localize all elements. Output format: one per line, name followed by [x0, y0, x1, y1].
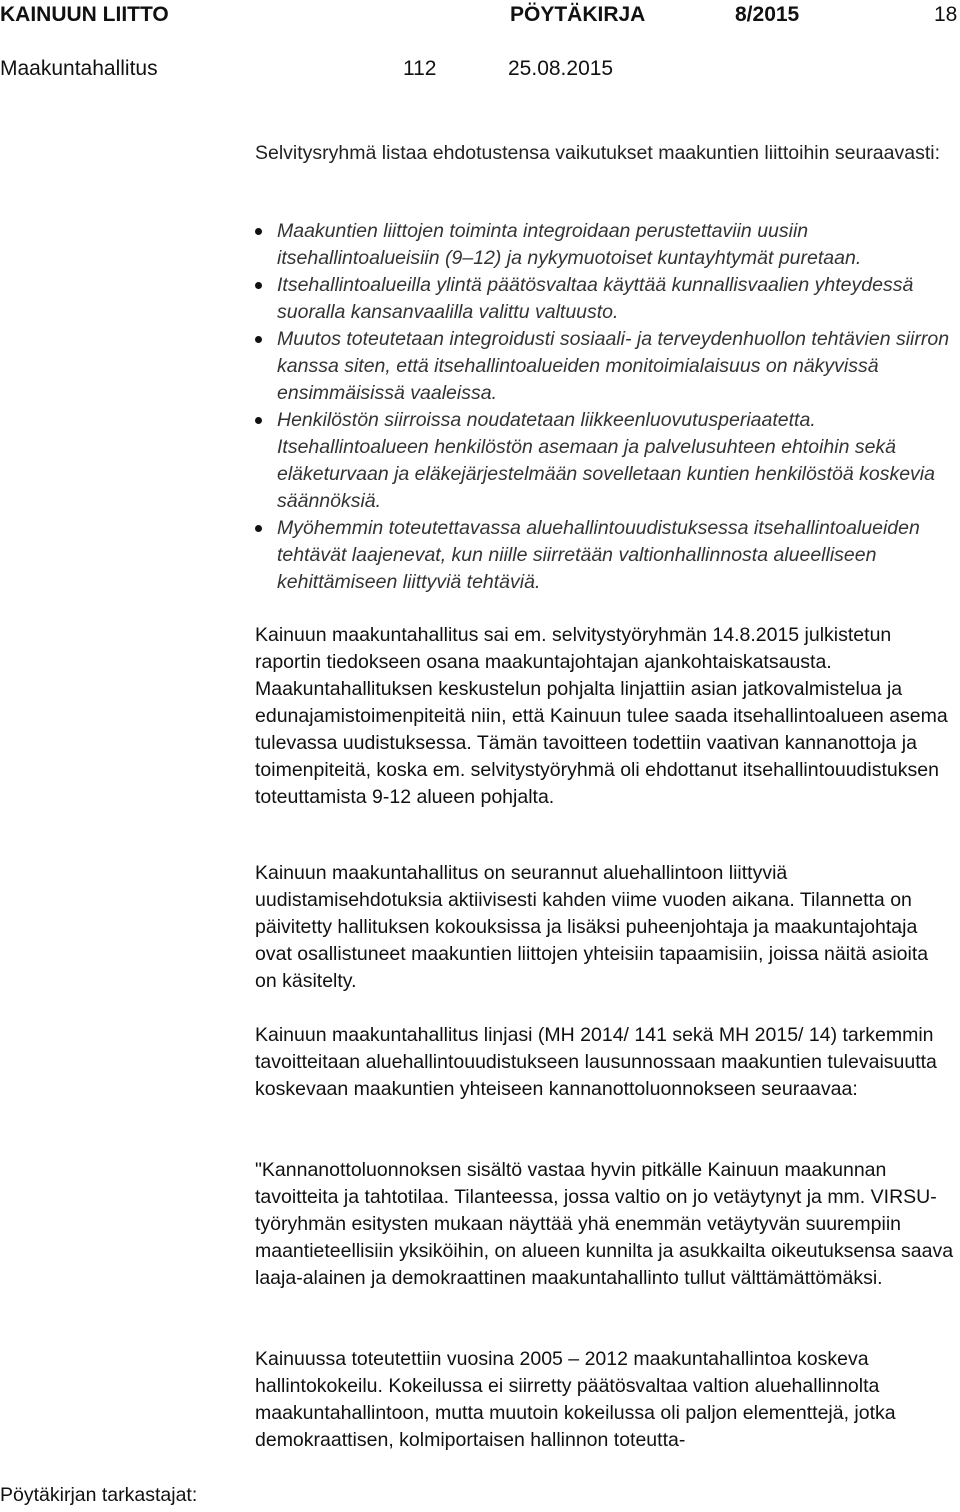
- organization-name: KAINUUN LIITTO: [0, 3, 169, 26]
- quote-paragraph: [255, 1157, 955, 1292]
- bullet-list: [255, 218, 955, 596]
- paragraph-text: Kainuun maakuntahallitus linjasi (MH 2014/ 141 sekä MH 2015/ 14) tarkemmin tavoitteitaan aluehallintouudistukseen lausunnossaan maakuntien tulevaisuutta koskevaan maakuntien yhteiseen kannanottoluonnokseen seuraavaa:: [255, 1024, 937, 1100]
- list-item: Myöhemmin toteutettavassa aluehallintouudistuksessa itsehallintoalueiden tehtävät laajenevat, kun niille siirretään valtionhallinnosta alueelliseen kehittämiseen liittyviä tehtäviä.: [255, 515, 955, 596]
- list-item: Itsehallintoalueilla ylintä päätösvaltaa käyttää kunnallisvaalien yhteydessä suoralla kansanvaalilla valittu valtuusto.: [255, 272, 955, 326]
- paragraph: [255, 1022, 955, 1103]
- intro-text: Selvitysryhmä listaa ehdotustensa vaikutukset maakuntien liittoihin seuraavasti:: [255, 142, 941, 164]
- paragraph-text: Kainuussa toteutettiin vuosina 2005 – 2012 maakuntahallintoa koskeva hallintokokeilu. Kokeilussa ei siirretty päätösvaltaa valtion aluehallinnolta maakuntahallintoon, mutta muutoin kokeilussa oli paljon elementtejä, jotka demokraattisen, kolmiportaisen hallinnon toteutta-: [255, 1348, 896, 1451]
- document-type: PÖYTÄKIRJA: [510, 3, 646, 26]
- paragraph-text: Kainuun maakuntahallitus on seurannut aluehallintoon liittyviä uudistamisehdotuksia aktiivisesti kahden viime vuoden aikana. Tilannetta on päivitetty hallituksen kokouksissa ja lisäksi puheenjohtaja ja maakuntajohtaja ovat osallistuneet maakuntien liittojen yhteisiin tapaamisiin, joissa näitä asioita on käsitelty.: [255, 862, 929, 992]
- intro-paragraph: [255, 140, 955, 167]
- list-item: Maakuntien liittojen toiminta integroidaan perustettaviin uusiin itsehallintoalueisiin (9–12) ja nykymuotoiset kuntayhtymät puretaan.: [255, 218, 955, 272]
- list-item: Muutos toteutetaan integroidusti sosiaali- ja terveydenhuollon tehtävien siirron kanssa siten, että itsehallintoalueiden monitoimialaisuus on näkyvissä ensimmäisissä vaaleissa.: [255, 326, 955, 407]
- list-item: Henkilöstön siirroissa noudatetaan liikkeenluovutusperiaatetta. Itsehallintoalueen henkilöstön asemaan ja palvelusuhteen ehtoihin sekä eläketurvaan ja eläkejärjestelmään sovelletaan kuntien henkilöstöä koskevia säännöksiä.: [255, 407, 955, 515]
- page-number: 18: [934, 3, 958, 26]
- paragraph: [255, 1346, 955, 1454]
- document-number: 8/2015: [735, 3, 800, 26]
- paragraph: [255, 860, 955, 995]
- paragraph: [255, 622, 955, 811]
- section-number: 112: [403, 57, 437, 80]
- footer-label: Pöytäkirjan tarkastajat:: [0, 1484, 198, 1506]
- meeting-date: 25.08.2015: [508, 57, 614, 80]
- paragraph-text: Kainuun maakuntahallitus sai em. selvitystyöryhmän 14.8.2015 julkistetun raportin tiedokseen osana maakuntajohtajan ajankohtaiskatsausta. Maakuntahallituksen keskustelun pohjalta linjattiin asian jatkovalmistelua ja edunajamistoimenpiteitä niin, että Kainuun tulee saada itsehallintoalueen asema tulevassa uudistuksessa. Tämän tavoitteen todettiin vaativan kannanottoja ja toimenpiteitä, koska em. selvitystyöryhmä oli ehdottanut itsehallintouudistuksen toteuttamista 9-12 alueen pohjalta.: [255, 624, 948, 808]
- paragraph-text: "Kannanottoluonnoksen sisältö vastaa hyvin pitkälle Kainuun maakunnan tavoitteita ja tahtotilaa. Tilanteessa, jossa valtio on jo vetäytynyt ja mm. VIRSU-työryhmän esitysten mukaan näyttää yhä enemmän vetäytyvän suurempiin maantieteellisiin yksiköihin, on alueen kunnilta ja asukkailta oikeutuksensa saava laaja-alainen ja demokraattinen maakuntahallinto tullut välttämättömäksi.: [255, 1159, 954, 1289]
- meeting-body: Maakuntahallitus: [0, 57, 158, 80]
